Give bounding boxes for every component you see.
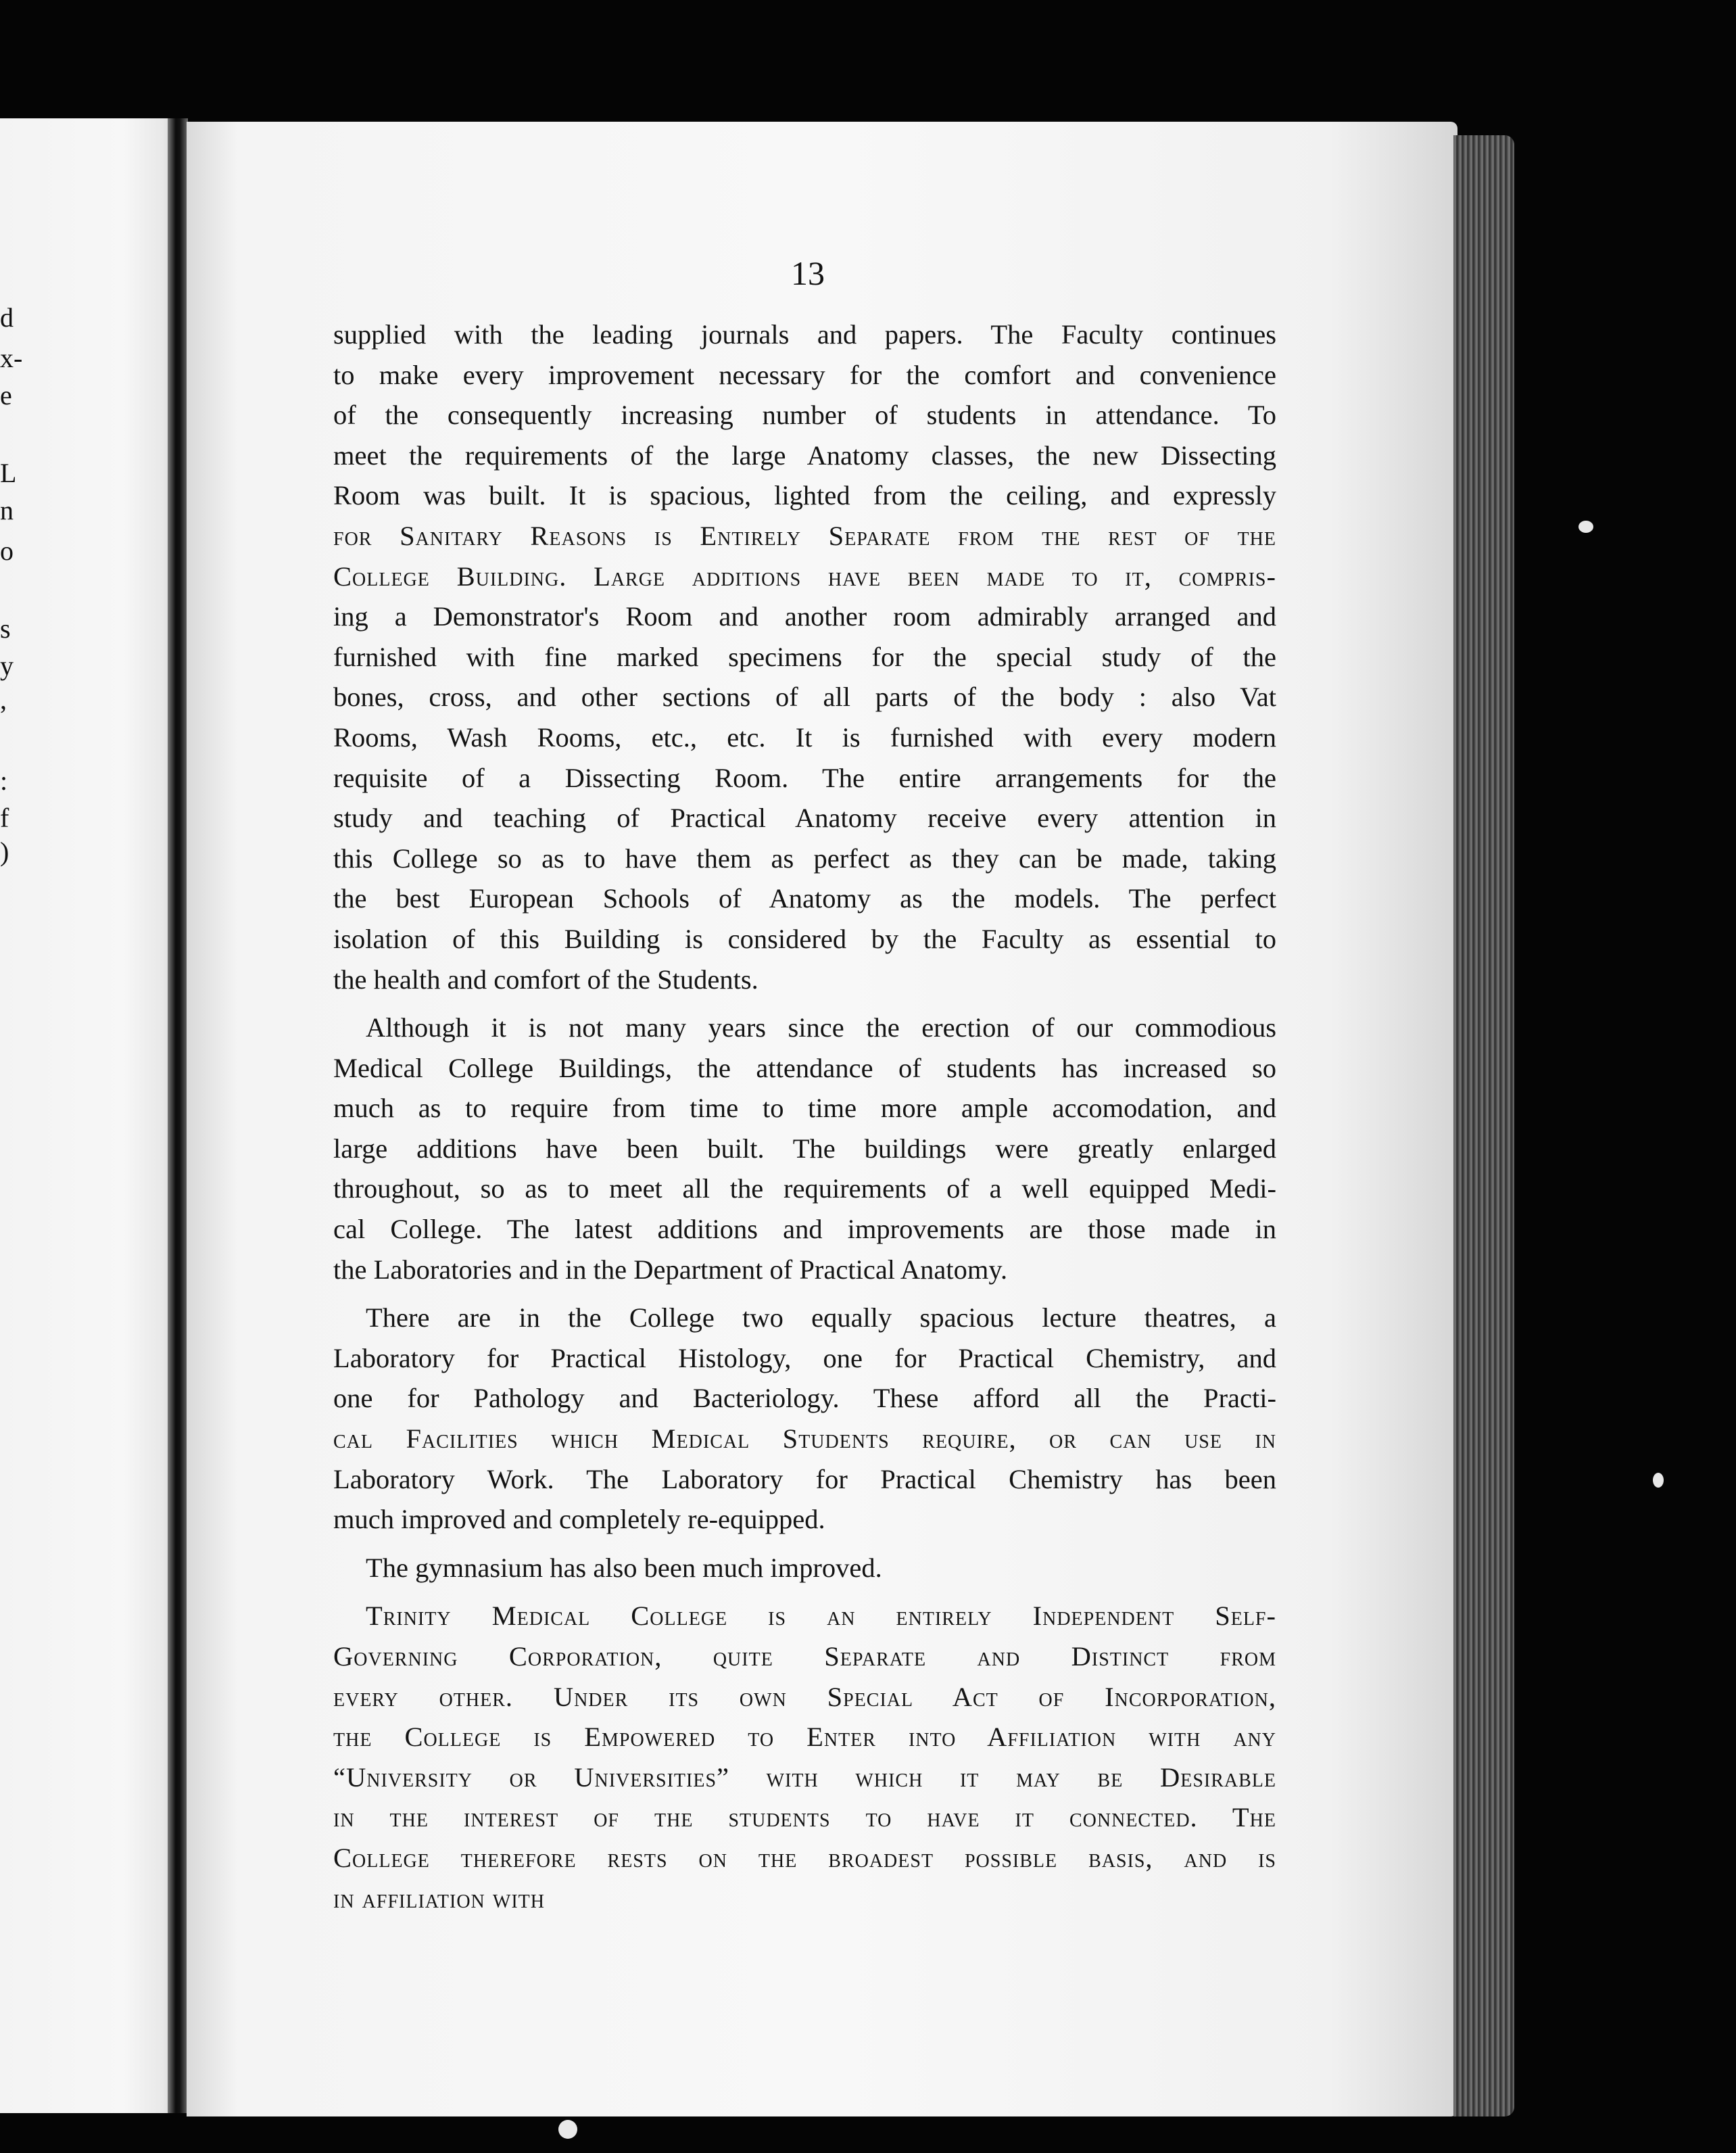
text-line: There are in the College two equally spacious lecture theatres, a (366, 1302, 1276, 1333)
text-line: supplied with the leading journals and papers. The Faculty continues (333, 319, 1276, 350)
text-line: Although it is not many years since the erection of our commodious (366, 1012, 1276, 1043)
text-line: cal Facilities which Medical Students require, or can use in (333, 1423, 1276, 1454)
text-line: every other. Under its own Special Act of Incorporation, (333, 1681, 1276, 1712)
edge-letter: s (0, 613, 11, 644)
text-line: much improved and completely re-equipped. (333, 1504, 825, 1535)
text-line: for Sanitary Reasons is Entirely Separate from the rest of the (333, 520, 1276, 551)
dust-speck (558, 2120, 577, 2139)
text-line: Laboratory for Practical Histology, one for Practical Chemistry, and (333, 1342, 1276, 1373)
dust-speck (1578, 521, 1593, 533)
text-line: Room was built. It is spacious, lighted from the ceiling, and expressly (333, 480, 1276, 511)
text-line: this College so as to have them as perfect as they can be made, taking (333, 843, 1276, 874)
text-line: in affiliation with (333, 1883, 545, 1914)
text-line: the Laboratories and in the Department of Practical Anatomy. (333, 1254, 1008, 1285)
paragraph (333, 1596, 1276, 1918)
paragraph (333, 1298, 1276, 1540)
paragraph (333, 314, 1276, 999)
text-line: College Building. Large additions have been made to it, compris- (333, 561, 1276, 592)
text-line: “University or Universities” with which it may be Desirable (333, 1761, 1276, 1793)
text-line: the best European Schools of Anatomy as the models. The perfect (333, 883, 1276, 914)
edge-letter: ) (0, 836, 9, 867)
text-line: requisite of a Dissecting Room. The entire arrangements for the (333, 762, 1276, 793)
text-line: Trinity Medical College is an entirely Independent Self- (366, 1601, 1276, 1632)
edge-letter: y (0, 650, 14, 681)
edge-letter: n (0, 495, 14, 525)
edge-letter: x- (0, 343, 23, 373)
text-line: study and teaching of Practical Anatomy receive every attention in (333, 803, 1276, 834)
text-line: The gymnasium has also been much improved. (366, 1552, 882, 1583)
text-line: meet the requirements of the large Anatomy classes, the new Dissecting (333, 440, 1276, 471)
text-line: to make every improvement necessary for the comfort and convenience (333, 359, 1276, 390)
edge-letter: : (0, 765, 8, 796)
text-line: College therefore rests on the broadest possible basis, and is (333, 1842, 1276, 1873)
paragraph (333, 1548, 1276, 1588)
text-line: much as to require from time to time more ample accomodation, and (333, 1093, 1276, 1124)
text-line: furnished with fine marked specimens for the special study of the (333, 641, 1276, 672)
left-page-edge-text (0, 118, 27, 2113)
edge-letter: d (0, 302, 14, 333)
text-line: isolation of this Building is considered by the Faculty as essential to (333, 923, 1276, 954)
left-facing-page (0, 118, 177, 2113)
text-line: Laboratory Work. The Laboratory for Practical Chemistry has been (333, 1463, 1276, 1494)
edge-letter: o (0, 536, 14, 566)
text-line: the health and comfort of the Students. (333, 964, 758, 995)
edge-letter: , (0, 684, 7, 715)
edge-letter: f (0, 803, 9, 833)
dust-speck (1653, 1473, 1664, 1488)
paragraph (333, 1008, 1276, 1290)
page-body-text (333, 314, 1276, 1926)
edge-letter: L (0, 458, 17, 488)
page-number: 13 (791, 254, 825, 292)
text-line: in the interest of the students to have it connected. The (333, 1802, 1276, 1833)
text-line: the College is Empowered to Enter into Affiliation with any (333, 1722, 1276, 1753)
book-gutter (168, 118, 188, 2113)
text-line: cal College. The latest additions and improvements are those made in (333, 1214, 1276, 1245)
text-line: one for Pathology and Bacteriology. These afford all the Practi- (333, 1383, 1276, 1414)
text-line: bones, cross, and other sections of all parts of the body : also Vat (333, 682, 1276, 713)
text-line: Medical College Buildings, the attendance of students has increased so (333, 1052, 1276, 1083)
text-line: large additions have been built. The buildings were greatly enlarged (333, 1133, 1276, 1164)
text-line: Rooms, Wash Rooms, etc., etc. It is furnished with every modern (333, 721, 1276, 753)
text-line: ing a Demonstrator's Room and another room admirably arranged and (333, 601, 1276, 632)
page-stack-edge (1453, 135, 1514, 2116)
text-line: of the consequently increasing number of students in attendance. To (333, 400, 1276, 431)
text-line: throughout, so as to meet all the requirements of a well equipped Medi- (333, 1173, 1276, 1204)
edge-letter: e (0, 380, 12, 410)
text-line: Governing Corporation, quite Separate and Distinct from (333, 1641, 1276, 1672)
